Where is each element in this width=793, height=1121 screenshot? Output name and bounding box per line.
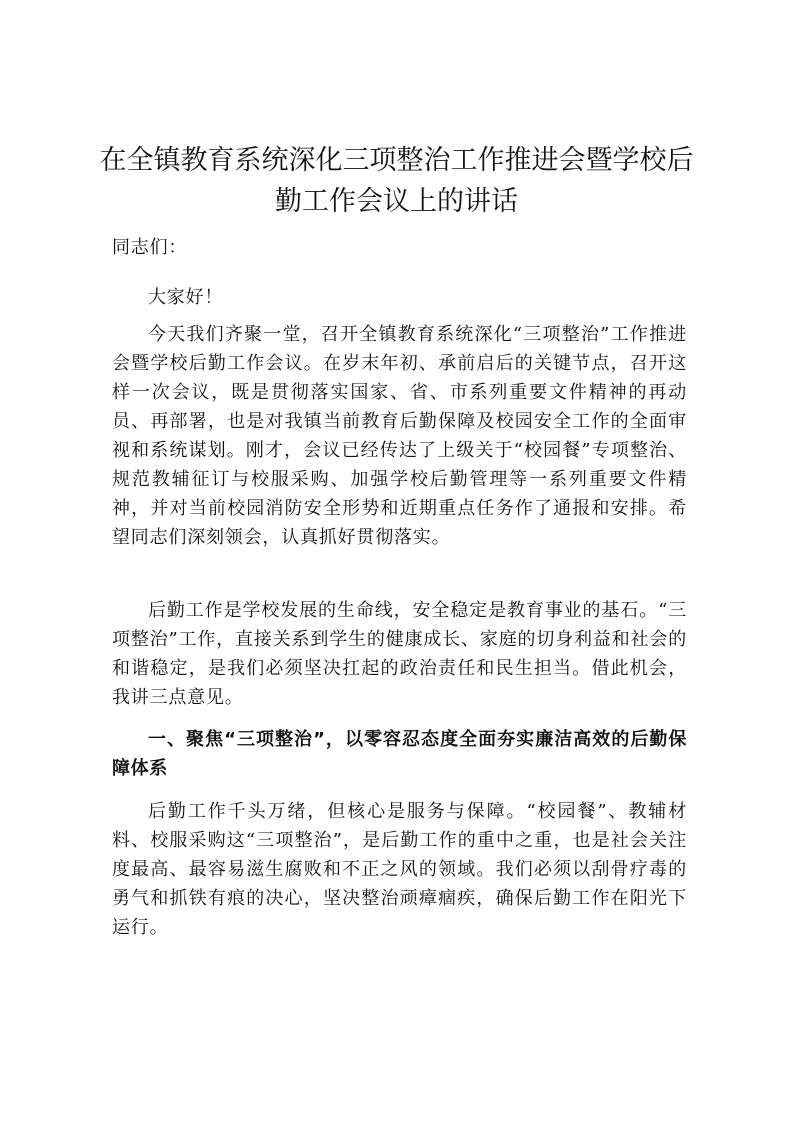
section-paragraph: 后勤工作千头万绪，但核心是服务与保障。“校园餐”、教辅材料、校服采购这“三项整治”，是后勤工作的重中之重，也是社会关注度最高、最容易滋生腐败和不正之风的领域。我们必须以刮骨疗毒的勇气和抓铁有痕的决心，坚决整治顽瘴痼疾，确保后勤工作在阳光下运行。 xyxy=(112,801,687,938)
greeting: 大家好！ xyxy=(148,287,224,308)
importance-paragraph: 后勤工作是学校发展的生命线，安全稳定是教育事业的基石。“三项整治”工作，直接关系到学生的健康成长、家庭的切身利益和社会的和谐稳定，是我们必须坚决扛起的政治责任和民生担当。借此机会，我讲三点意见。 xyxy=(112,600,687,708)
document-title: 在全镇教育系统深化三项整治工作推进会暨学校后勤工作会议上的讲话 xyxy=(99,145,694,217)
salutation: 同志们： xyxy=(112,237,188,258)
section-heading: 一、聚焦“三项整治”，以零容忍态度全面夯实廉洁高效的后勤保障体系 xyxy=(112,729,687,779)
opening-paragraph: 今天我们齐聚一堂，召开全镇教育系统深化“三项整治”工作推进会暨学校后勤工作会议。在岁末年初、承前启后的关键节点，召开这样一次会议，既是贯彻落实国家、省、市系列重要文件精神的再动员、再部署，也是对我镇当前教育后勤保障及校园安全工作的全面审视和系统谋划。刚才，会议已经传达了上级关于“校园餐”专项整治、规范教辅征订与校服采购、加强学校后勤管理等一系列重要文件精神，并对当前校园消防安全形势和近期重点任务作了通报和安排。希望同志们深刻领会，认真抓好贯彻落实。 xyxy=(112,324,687,548)
